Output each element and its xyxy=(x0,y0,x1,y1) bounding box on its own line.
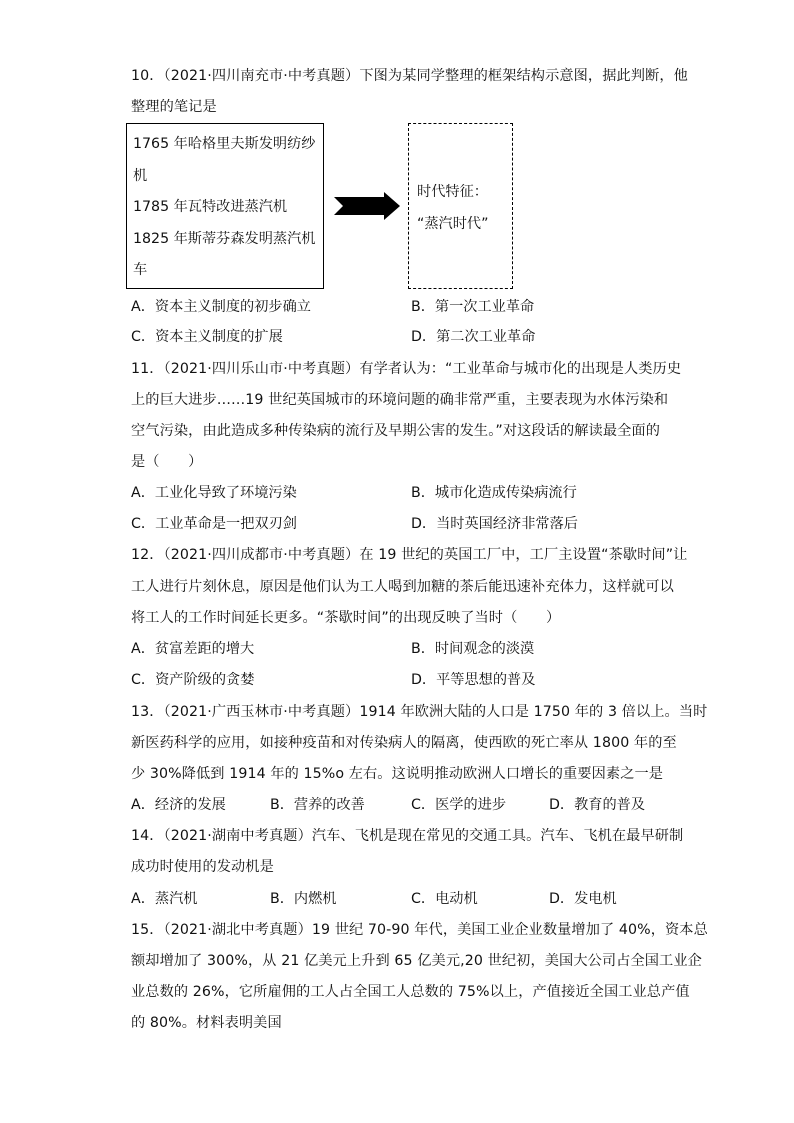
q10-option-c[interactable]: C．资本主义制度的扩展 xyxy=(131,329,283,345)
q15-stem-line-3: 业总数的 26%，它所雇佣的工人占全国工人总数的 75%以上，产值接近全国工业总产值 xyxy=(131,984,690,1000)
q10-era-label: 时代特征： xyxy=(417,184,488,200)
q13-option-a[interactable]: A．经济的发展 xyxy=(131,797,226,813)
q12-stem-line-1: 12．（2021·四川成都市·中考真题）在 19 世纪的英国工厂中，工厂主设置“茶歇时间”让 xyxy=(131,547,688,563)
q14-option-c[interactable]: C．电动机 xyxy=(411,891,478,907)
q10-event-line-3: 1785 年瓦特改进蒸汽机 xyxy=(133,199,288,215)
q15-stem-line-2: 额却增加了 300%，从 21 亿美元上升到 65 亿美元,20 世纪初，美国大公司占全国工业企 xyxy=(131,953,702,969)
q13-option-c[interactable]: C．医学的进步 xyxy=(411,797,507,813)
q10-option-a[interactable]: A．资本主义制度的初步确立 xyxy=(131,299,311,315)
q15-stem-line-4: 的 80%。材料表明美国 xyxy=(131,1015,282,1031)
q11-stem-line-3: 空气污染，由此造成多种传染病的流行及早期公害的发生。”对这段话的解读最全面的 xyxy=(131,423,660,439)
q11-option-c[interactable]: C．工业革命是一把双刃剑 xyxy=(131,516,297,532)
q13-stem-line-2: 新医药科学的应用，如接种疫苗和对传染病人的隔离，使西欧的死亡率从 1800 年的至 xyxy=(131,735,677,751)
q14-option-b[interactable]: B．内燃机 xyxy=(270,891,337,907)
q10-event-line-5: 车 xyxy=(133,262,148,278)
q14-stem-line-1: 14．（2021·湖南中考真题）汽车、飞机是现在常见的交通工具。汽车、飞机在最早研制 xyxy=(131,828,684,844)
q14-stem-line-2: 成功时使用的发动机是 xyxy=(131,859,274,875)
q13-option-b[interactable]: B．营养的改善 xyxy=(270,797,365,813)
q11-option-b[interactable]: B．城市化造成传染病流行 xyxy=(411,485,577,501)
q10-option-b[interactable]: B．第一次工业革命 xyxy=(411,299,535,315)
q12-option-b[interactable]: B．时间观念的淡漠 xyxy=(411,641,535,657)
q10-era-feature-box xyxy=(408,123,513,289)
q10-stem-line-1: 10．（2021·四川南充市·中考真题）下图为某同学整理的框架结构示意图，据此判断，他 xyxy=(131,68,688,84)
q10-option-d[interactable]: D．第二次工业革命 xyxy=(411,329,536,345)
q14-option-d[interactable]: D．发电机 xyxy=(549,891,617,907)
q12-stem-line-2: 工人进行片刻休息，原因是他们认为工人喝到加糖的茶后能迅速补充体力，这样就可以 xyxy=(131,579,674,595)
q11-option-a[interactable]: A．工业化导致了环境污染 xyxy=(131,485,297,501)
q11-stem-line-2: 上的巨大进步……19 世纪英国城市的环境问题的确非常严重，主要表现为水体污染和 xyxy=(131,392,669,408)
q11-stem-line-4: 是（ ） xyxy=(131,454,203,470)
q13-option-d[interactable]: D．教育的普及 xyxy=(549,797,646,813)
q10-era-value: “蒸汽时代” xyxy=(417,216,489,232)
q12-option-a[interactable]: A．贫富差距的增大 xyxy=(131,641,255,657)
q12-stem-line-3: 将工人的工作时间延长更多。“茶歇时间”的出现反映了当时（ ） xyxy=(131,610,561,626)
q15-stem-line-1: 15．（2021·湖北中考真题）19 世纪 70-90 年代，美国工业企业数量增加了 40%，资本总 xyxy=(131,922,708,938)
q13-stem-line-1: 13．（2021·广西玉林市·中考真题）1914 年欧洲大陆的人口是 1750 年的 3 倍以上。当时 xyxy=(131,704,708,720)
q14-option-a[interactable]: A．蒸汽机 xyxy=(131,891,198,907)
q11-stem-line-1: 11．（2021·四川乐山市·中考真题）有学者认为：“工业革命与城市化的出现是人类历史 xyxy=(131,361,682,377)
q10-event-line-1: 1765 年哈格里夫斯发明纺纱 xyxy=(133,136,316,152)
q11-option-d[interactable]: D．当时英国经济非常落后 xyxy=(411,516,578,532)
q10-events-box xyxy=(126,123,324,289)
q12-option-c[interactable]: C．资产阶级的贪婪 xyxy=(131,672,255,688)
right-arrow-icon xyxy=(334,192,402,220)
q13-stem-line-3: 少 30%降低到 1914 年的 15%o 左右。这说明推动欧洲人口增长的重要因素之一是 xyxy=(131,766,664,782)
q10-event-line-2: 机 xyxy=(133,168,148,184)
q12-option-d[interactable]: D．平等思想的普及 xyxy=(411,672,536,688)
q10-event-line-4: 1825 年斯蒂芬森发明蒸汽机 xyxy=(133,231,316,247)
q10-stem-line-2: 整理的笔记是 xyxy=(131,99,217,115)
